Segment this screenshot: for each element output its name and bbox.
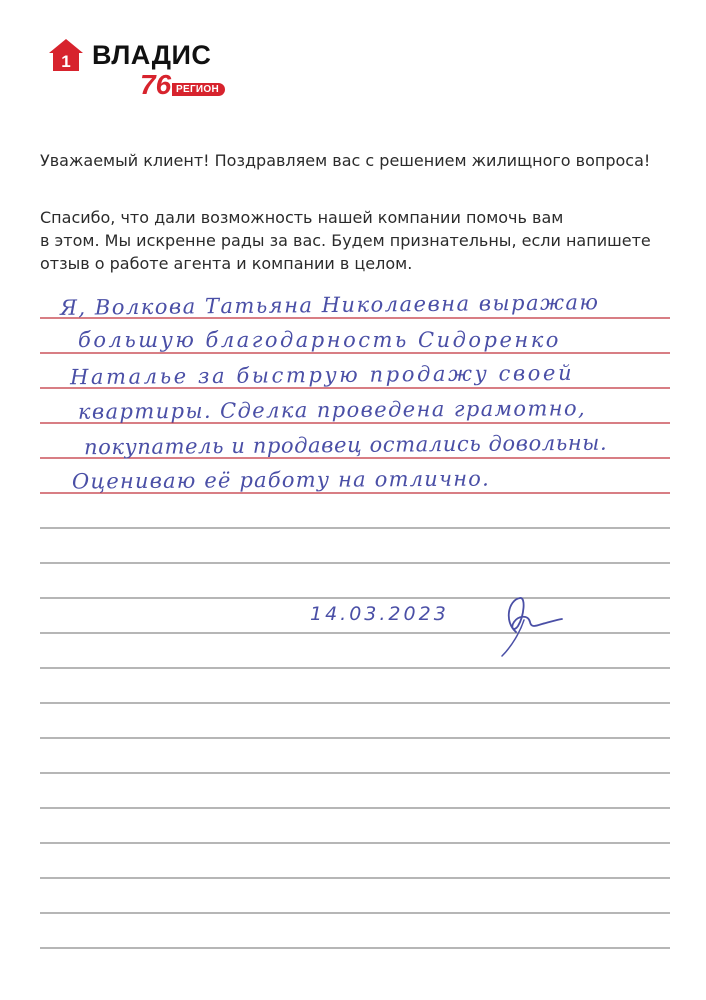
review-date: 14.03.2023 (310, 603, 449, 625)
review-line-2: большую благодарность Сидоренко (78, 328, 561, 352)
request-line-2: в этом. Мы искренне рады за вас. Будем признательны, если напишете (40, 231, 651, 250)
review-line-4: квартиры. Сделка проведена грамотно, (77, 396, 587, 424)
request-line-1: Спасибо, что дали возможность нашей компании помочь вам (40, 208, 564, 227)
review-line-3: Наталье за быструю продажу своей (69, 360, 575, 390)
review-line-6: Оцениваю её работу на отлично. (71, 466, 491, 494)
review-line-5: покупатель и продавец остались довольны. (83, 430, 608, 460)
region-number: 76 (140, 69, 172, 100)
request-line-3: отзыв о работе агента и компании в целом. (40, 254, 413, 273)
review-line-1: Я, Волкова Татьяна Николаевна выражаю (59, 290, 600, 320)
region-label: РЕГИОН (172, 83, 225, 96)
signature-mark (494, 592, 570, 662)
logo-badge-number: 1 (61, 52, 71, 71)
greeting-text: Уважаемый клиент! Поздравляем вас с решением жилищного вопроса! (40, 151, 651, 170)
logo-brand-name: ВЛАДИС (92, 40, 212, 70)
